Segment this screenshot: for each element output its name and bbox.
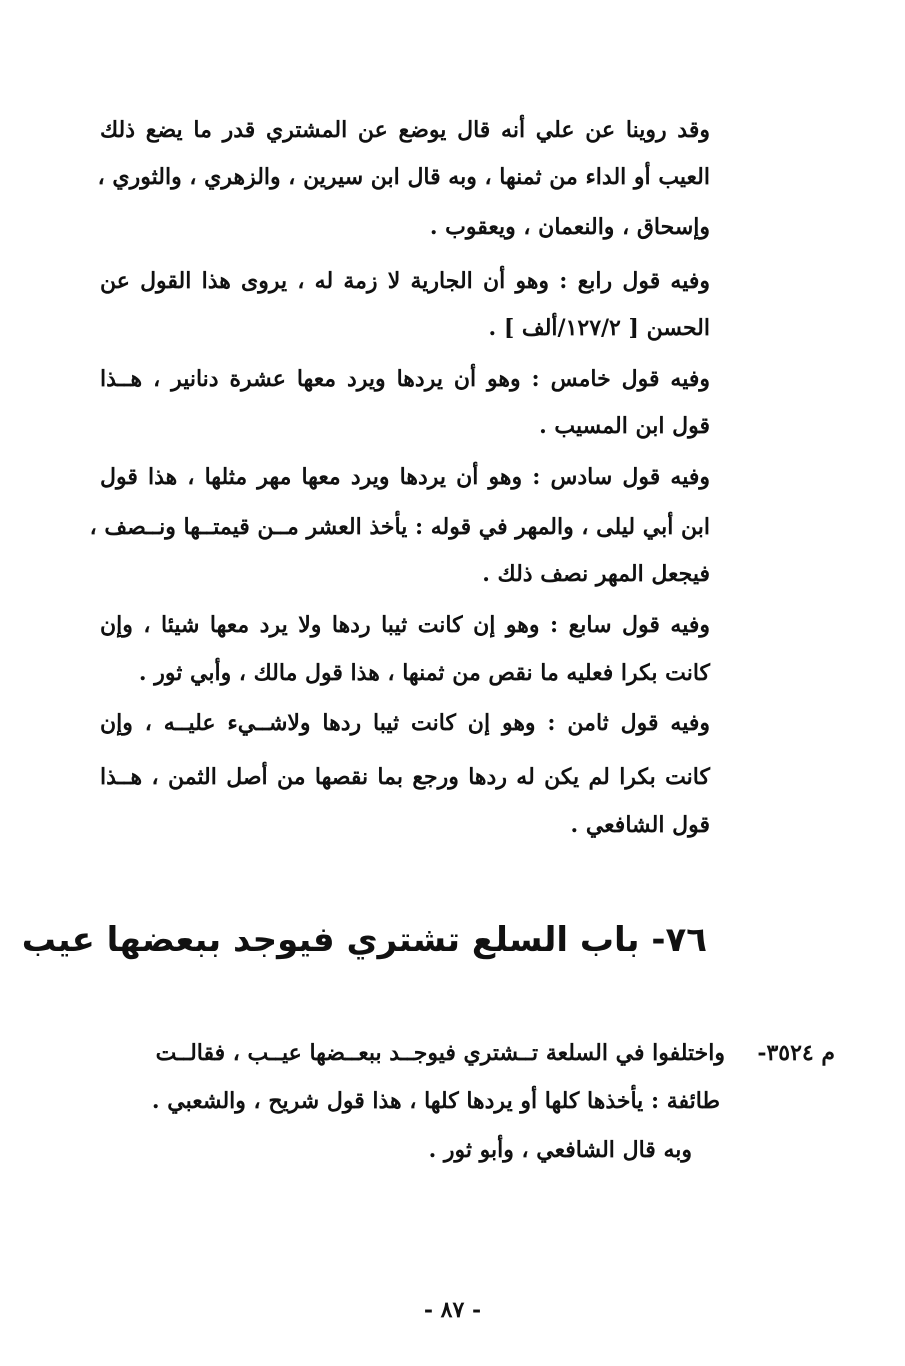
- paragraph-1-line-1: وقد روينا عن علي أنه قال يوضع عن المشتري قدر ما يضع ذلك: [100, 117, 710, 143]
- paragraph-6-line-2: كانت بكرا لم يكن له ردها ورجع بما نقصها من أصل الثمن ، هــذا: [100, 764, 710, 790]
- paragraph-3-line-1: وفيه قول خامس : وهو أن يردها ويرد معها عشرة دنانير ، هــذا: [100, 366, 710, 392]
- page-number: - ٨٧ -: [423, 1297, 482, 1323]
- paragraph-6-line-1: وفيه قول ثامن : وهو إن كانت ثيبا ردها ولاشــيء عليــه ، وإن: [100, 710, 710, 736]
- entry-number: م ٣٥٢٤-: [757, 1040, 835, 1066]
- paragraph-2-line-1: وفيه قول رابع : وهو أن الجارية لا زمة له ، يروى هذا القول عن: [100, 268, 710, 294]
- paragraph-5-line-2: كانت بكرا فعليه ما نقص من ثمنها ، هذا قول مالك ، وأبي ثور .: [138, 660, 710, 686]
- paragraph-5-line-1: وفيه قول سابع : وهو إن كانت ثيبا ردها ولا يرد معها شيئا ، وإن: [100, 612, 710, 638]
- paragraph-2-line-2: الحسن [ ١٢٧/٢/ألف ] .: [488, 315, 710, 341]
- entry-line-2: طائفة : يأخذها كلها أو يردها كلها ، هذا قول شريح ، والشعبي .: [151, 1088, 720, 1114]
- paragraph-4-line-1: وفيه قول سادس : وهو أن يردها ويرد معها مهر مثلها ، هذا قول: [100, 464, 710, 490]
- paragraph-4-line-2: ابن أبي ليلى ، والمهر في قوله : يأخذ العشر مــن قيمتــها ونــصف ،: [89, 514, 710, 540]
- paragraph-4-line-3: فيجعل المهر نصف ذلك .: [482, 561, 710, 587]
- entry-line-1: واختلفوا في السلعة تــشتري فيوجــد ببعــضها عيــب ، فقالــت: [155, 1040, 725, 1066]
- paragraph-1-line-3: وإسحاق ، والنعمان ، ويعقوب .: [429, 214, 710, 240]
- paragraph-6-line-3: قول الشافعي .: [570, 812, 710, 838]
- paragraph-3-line-2: قول ابن المسيب .: [539, 413, 710, 439]
- section-heading: ٧٦- باب السلع تشتري فيوجد ببعضها عيب: [21, 920, 707, 960]
- entry-line-3: وبه قال الشافعي ، وأبو ثور .: [428, 1137, 692, 1163]
- paragraph-1-line-2: العيب أو الداء من ثمنها ، وبه قال ابن سيرين ، والزهري ، والثوري ،: [97, 164, 710, 190]
